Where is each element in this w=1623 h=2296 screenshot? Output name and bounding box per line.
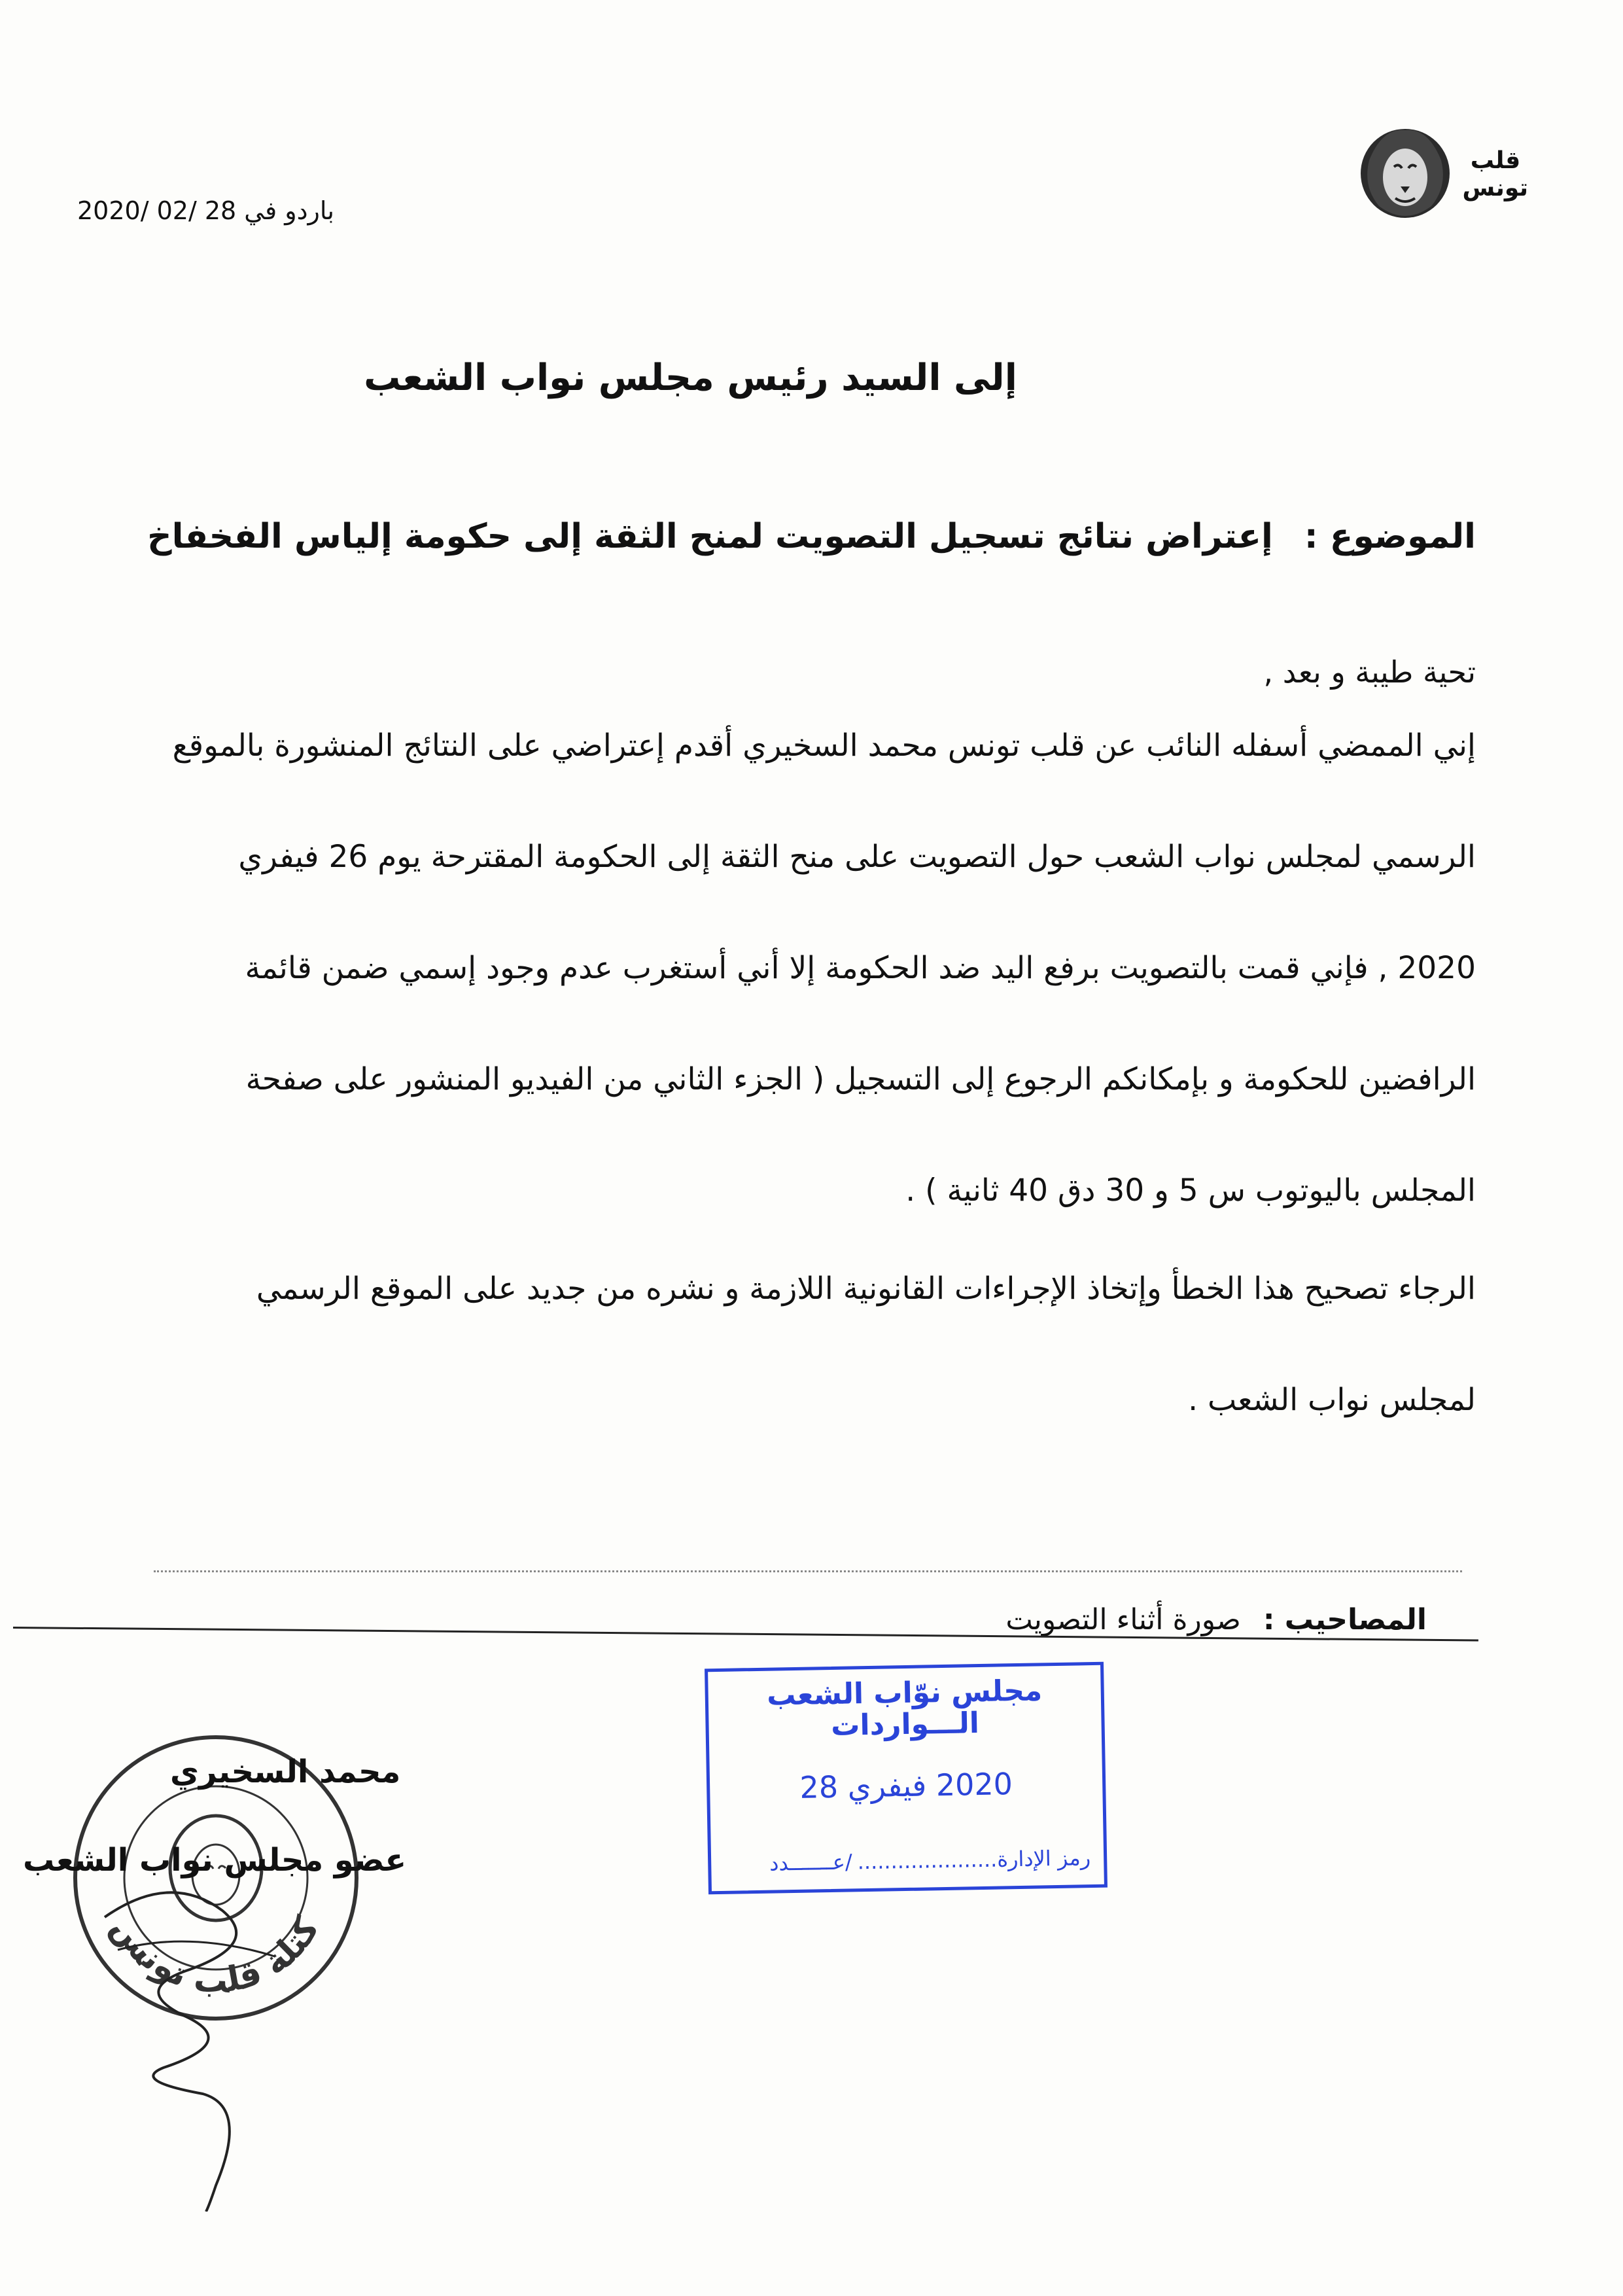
body-line-5: المجلس باليوتوب س 5 و 30 دق 40 ثانية ) . — [905, 1173, 1476, 1209]
attachments-label: المصاحيب : — [1263, 1603, 1427, 1636]
stamp-line1: مجلس نوّاب الشعب — [766, 1674, 1043, 1712]
stamp-line2: الـــواردات — [830, 1706, 980, 1742]
request-paragraph — [89, 1256, 1476, 1479]
stamp-ref-label: رمز الإدارة..................... — [857, 1845, 1091, 1875]
body-line-4: الرافضين للحكومة و بإمكانكم الرجوع إلى التسجيل ( الجزء الثاني من الفيديو المنشور على صفحة — [245, 1061, 1476, 1097]
dotted-divider — [154, 1570, 1462, 1572]
lion-logo-icon — [1356, 121, 1454, 226]
seal-text: كتلة قلب تونس — [103, 1909, 328, 2002]
place-date: باردو في 28 /02 /2020 — [77, 196, 334, 225]
greeting: تحية طيبة و بعد , — [1263, 654, 1476, 690]
request-line-2: لمجلس نواب الشعب . — [1188, 1382, 1476, 1418]
body-paragraph — [89, 713, 1476, 1269]
signatory-title: عضو مجلس نواب الشعب — [23, 1842, 407, 1879]
subject-label: الموضوع : — [1304, 517, 1476, 556]
stamp-reference — [764, 1845, 1091, 1876]
body-line-2: الرسمي لمجلس نواب الشعب حول التصويت على منح الثقة إلى الحكومة المقترحة يوم 26 فيفري — [238, 839, 1476, 875]
stamp-ref-number: /عـــــــدد — [769, 1849, 853, 1876]
addressee: إلى السيد رئيس مجلس نواب الشعب — [364, 357, 1017, 399]
subject-line — [147, 517, 1476, 556]
body-line-3: 2020 , فإني قمت بالتصويت برفع اليد ضد الحكومة إلا أني أستغرب عدم وجود إسمي ضمن قائمة — [245, 950, 1476, 986]
party-name-line1: قلب — [1470, 147, 1521, 174]
subject-text: إعتراض نتائج تسجيل التصويت لمنح الثقة إلى حكومة إلياس الفخفاخ — [147, 517, 1273, 556]
attachments-text: صورة أثناء التصويت — [1005, 1603, 1241, 1636]
signatory-name: محمد السخيري — [170, 1754, 401, 1790]
request-line-1: الرجاء تصحيح هذا الخطأ وإتخاذ الإجراءات القانونية اللازمة و نشره من جديد على الموقع الرسمي — [256, 1271, 1476, 1307]
attachments — [1005, 1603, 1427, 1636]
stamp-date: 2020 فيفري 28 — [799, 1766, 1013, 1805]
party-name-line2: تونس — [1462, 175, 1528, 202]
reception-stamp — [705, 1662, 1108, 1895]
handwritten-signature — [92, 1819, 327, 2212]
body-line-1: إني الممضي أسفله النائب عن قلب تونس محمد السخيري أقدم إعتراضي على النتائج المنشورة بالموقع — [172, 728, 1476, 764]
party-name — [1463, 147, 1528, 202]
stamp-header — [708, 1674, 1102, 1744]
